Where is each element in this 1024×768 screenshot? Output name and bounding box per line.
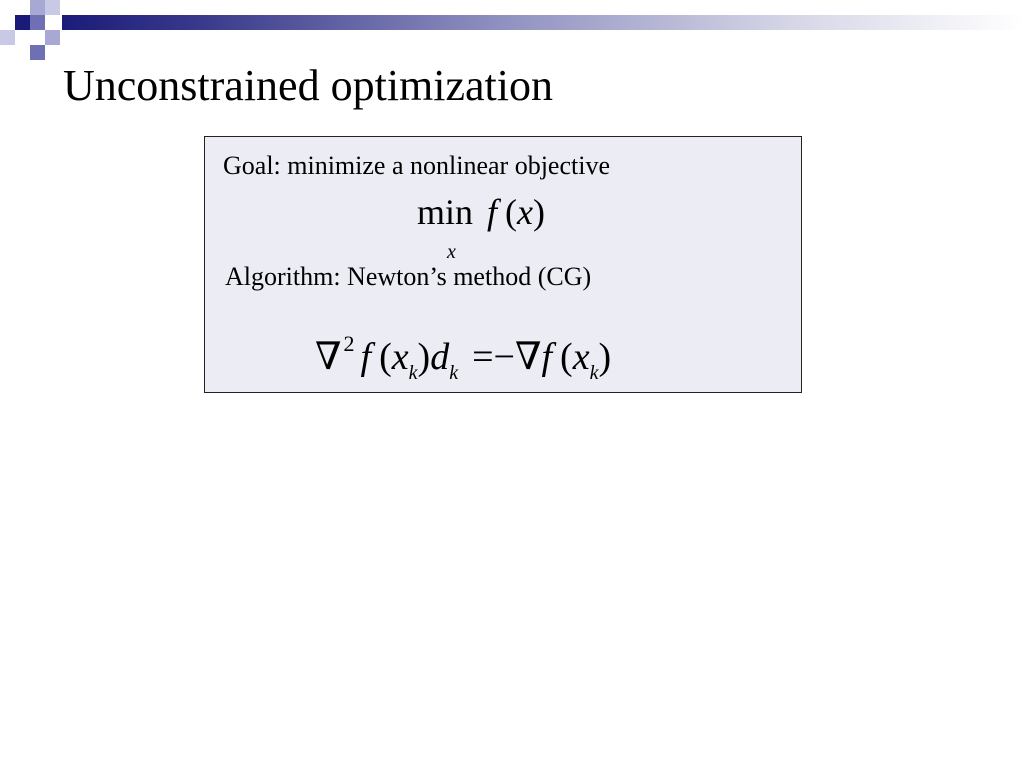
variable-symbol: x [391, 336, 409, 378]
argument-symbol: x [517, 192, 534, 232]
algorithm-text: Algorithm: Newton’s method (CG) [225, 262, 592, 291]
goal-text: Goal: minimize a nonlinear objective [223, 151, 610, 180]
function-symbol: f [360, 336, 372, 378]
header-square [30, 45, 45, 60]
min-subscript: x [447, 241, 456, 263]
nabla-symbol: ∇ [315, 336, 342, 378]
equals-symbol: = [472, 336, 494, 378]
min-operator: min [417, 192, 474, 232]
direction-symbol: d [430, 336, 450, 378]
header-gradient-bar [62, 15, 1024, 30]
slide-title: Unconstrained optimization [63, 61, 553, 110]
power-symbol: 2 [343, 331, 355, 356]
index-subscript: k [408, 362, 418, 384]
header-square [15, 15, 30, 30]
minus-nabla-symbol: −∇ [493, 336, 542, 378]
content-box [204, 136, 802, 393]
function-symbol: f [487, 192, 498, 232]
function-symbol: f [541, 336, 553, 378]
index-subscript: k [589, 362, 599, 384]
header-square [30, 15, 45, 30]
newton-equation: ∇$^2$ f $(x_k)d_k =-\nabla f$ $(x_k)$ [315, 331, 612, 384]
header-square [30, 0, 45, 15]
header-decoration [0, 0, 1024, 64]
header-square [0, 30, 15, 45]
variable-symbol: x [572, 336, 590, 378]
header-square [45, 30, 60, 45]
header-square [45, 0, 60, 15]
index-subscript: k [449, 362, 459, 384]
objective-equation: min f (x) x [417, 192, 545, 232]
